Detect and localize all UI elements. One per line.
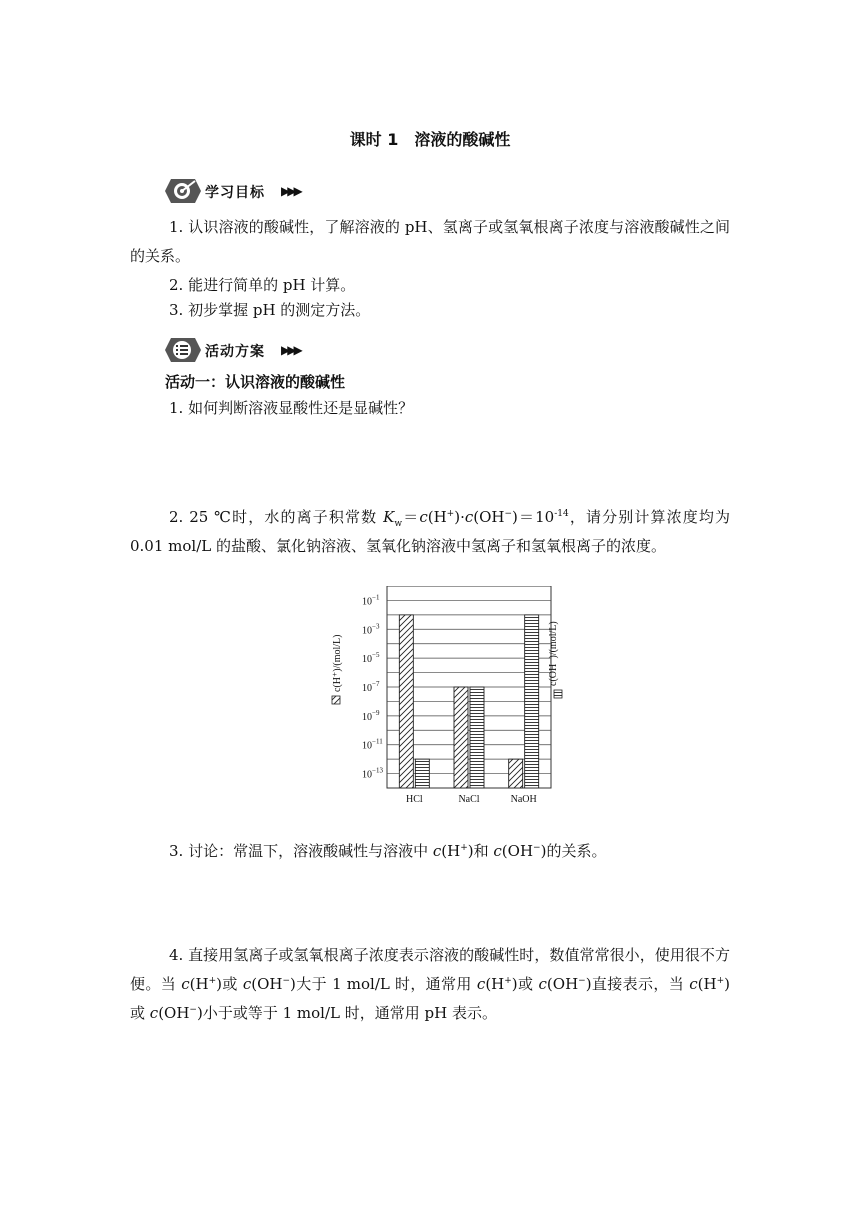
bar-HCl-oh (415, 759, 429, 788)
y-tick-label: $10^{-9}$ (362, 708, 380, 723)
plan-label: 活动方案 (205, 344, 265, 360)
question-3: 3. 讨论：常温下，溶液酸碱性与溶液中 c(H+)和 c(OH−)的关系。 (169, 842, 607, 860)
bar-NaCl-h (454, 687, 468, 788)
y-tick-label: $10^{-3}$ (362, 622, 380, 637)
bar-NaOH-h (509, 759, 523, 788)
target-icon (165, 177, 201, 205)
y-tick-label: $10^{-11}$ (362, 737, 383, 752)
bar-NaCl-oh (470, 687, 484, 788)
question-2: 2. 25 ℃时，水的离子积常数 $K_w=c(H^+)\cdot c(OH^-)=10^{-14}$，请分别计算浓度均为 0.01 mol/L 的盐酸、氯化钠溶液、氢氧化钠溶液中氢离子和氢氧根离子的浓度。 (130, 508, 730, 555)
goal-1: 1. 认识溶液的酸碱性，了解溶液的 pH、氢离子或氢氧根离子浓度与溶液酸碱性之间的关系。 (130, 218, 730, 265)
x-tick-label: HCl (405, 794, 423, 805)
goal-2: 2. 能进行简单的 pH 计算。 (169, 276, 356, 294)
y-tick-label: $10^{-13}$ (362, 766, 383, 781)
y-tick-label: $10^{-5}$ (362, 651, 380, 666)
plan-banner (165, 336, 325, 366)
ion-concentration-chart (320, 586, 570, 808)
list-icon (165, 336, 201, 364)
goal-3: 3. 初步掌握 pH 的测定方法。 (169, 301, 371, 319)
legend-swatch-h (332, 696, 340, 704)
legend-swatch-oh (554, 690, 562, 698)
bar-HCl-h (399, 615, 413, 788)
chevrons-icon: ▶▶▶ (281, 184, 300, 198)
goals-label: 学习目标 (205, 185, 265, 201)
y-tick-label: $10^{-7}$ (362, 680, 380, 694)
chevrons-icon: ▶▶▶ (281, 343, 300, 357)
question-1: 1. 如何判断溶液显酸性还是显碱性？ (169, 399, 414, 417)
x-tick-label: NaOH (510, 794, 537, 805)
y-tick-label: $10^{-1}$ (362, 593, 380, 608)
page-title: 课时 1 溶液的酸碱性 (349, 130, 511, 149)
activity1-heading: 活动一：认识溶液的酸碱性 (165, 373, 346, 391)
x-tick-label: NaCl (458, 794, 480, 805)
y-axis-label-right: c(OH⁻)/(mol/L) (548, 621, 559, 686)
bar-NaOH-oh (525, 615, 539, 788)
goals-banner (165, 177, 325, 207)
y-axis-label-left: c(H⁺)/(mol/L) (332, 634, 343, 692)
question-4: 4. 直接用氢离子或氢氧根离子浓度表示溶液的酸碱性时，数值常常很小，使用很不方便。当 c(H+)或 c(OH−)大于 1 mol/L 时，通常用 c(H+)或 c(OH−)直接表示，当 c(H+)或 c(OH−)小于或等于 1 mol/L 时，通常用 pH 表示。 (130, 946, 730, 1022)
